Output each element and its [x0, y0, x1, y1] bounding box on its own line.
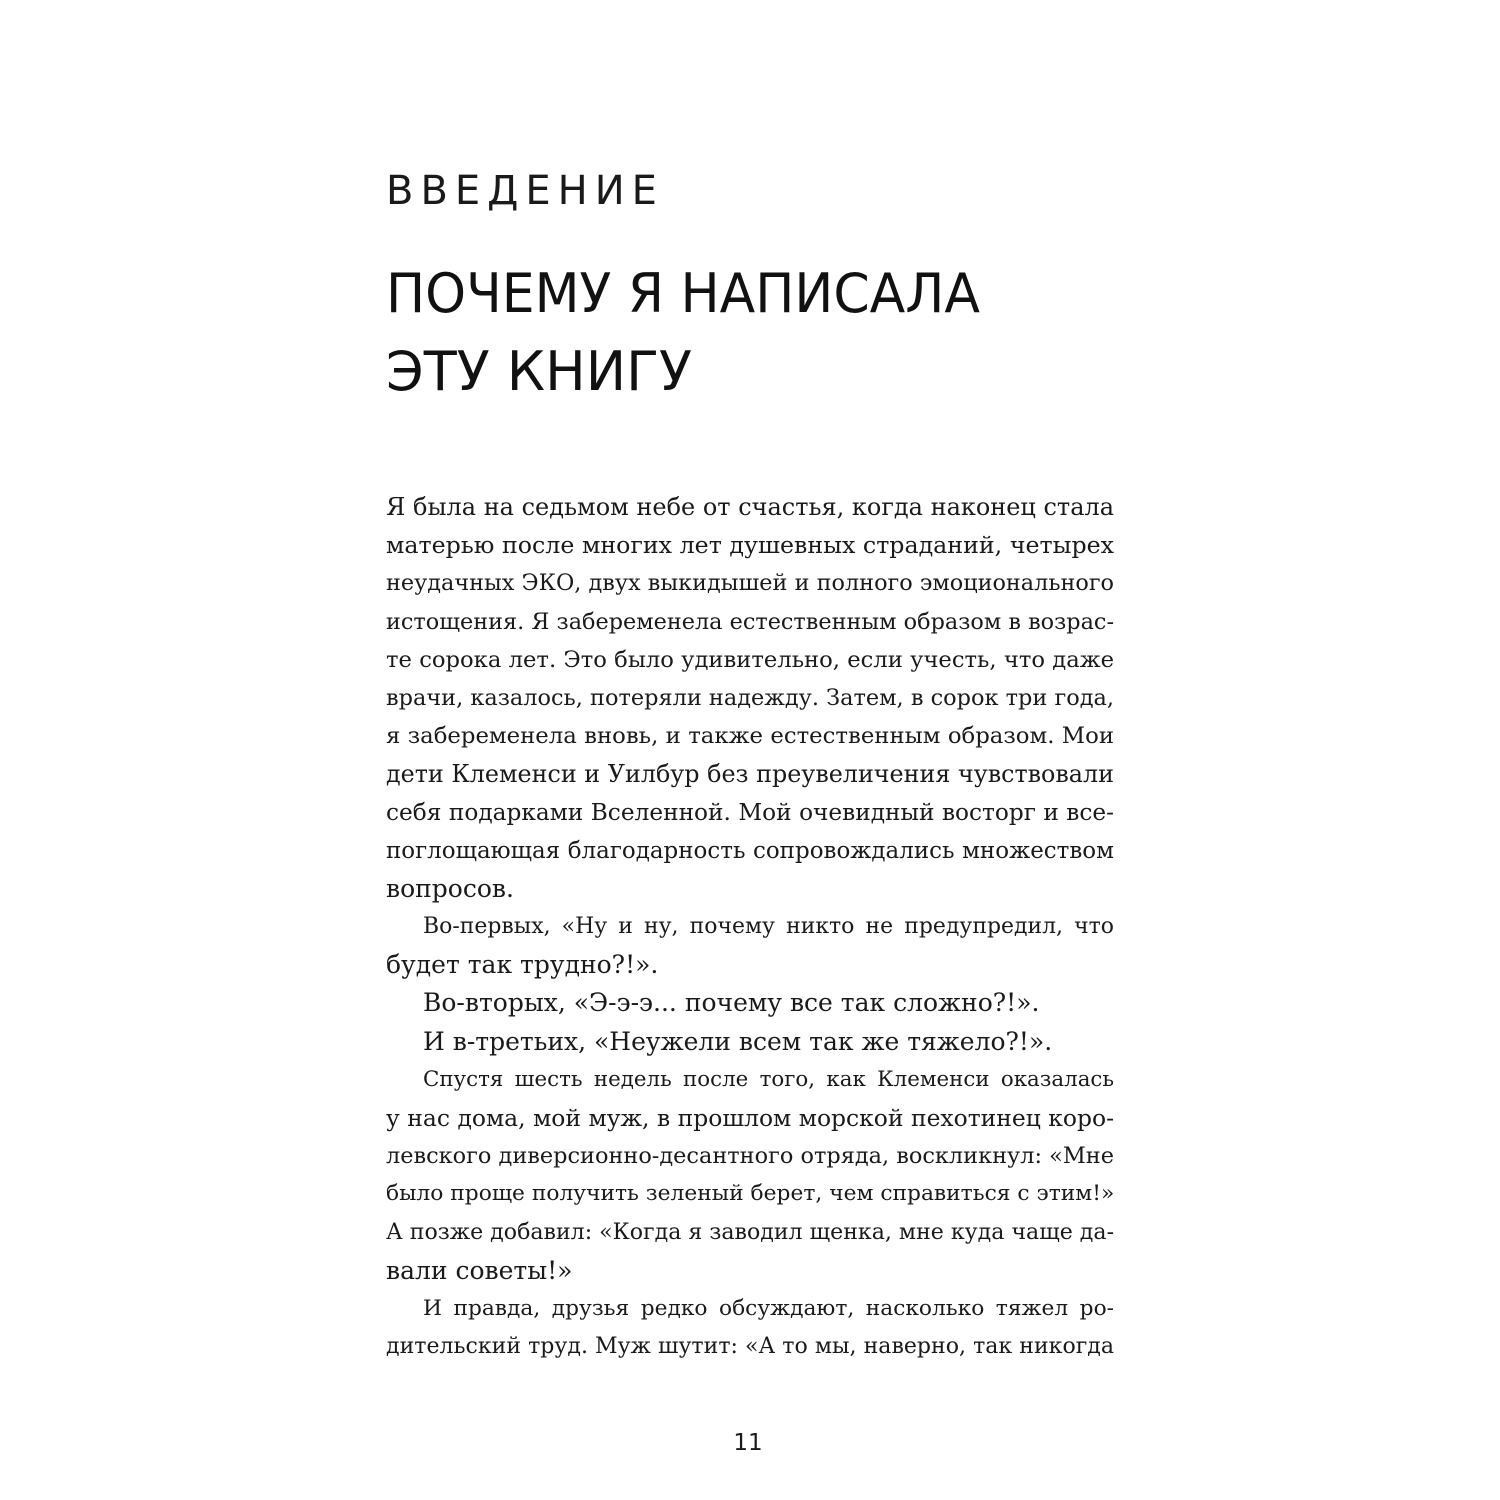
body-line: А позже добавил: «Когда я заводил щенка, мне куда чаще да- — [386, 1219, 1115, 1245]
body-line: Спустя шесть недель после того, как Клеменси оказалась — [423, 1066, 1114, 1092]
chapter-title — [386, 255, 1106, 411]
body-line: вопросов. — [386, 873, 514, 903]
chapter-title-line: ЭТУ КНИГУ — [386, 340, 692, 403]
body-line: врачи, казалось, потеряли надежду. Затем, в сорок три года, — [386, 684, 1114, 711]
body-line: поглощающая благодарность сопровождались множеством — [386, 837, 1114, 864]
page-number — [0, 1430, 1500, 1456]
body-line: И в-третьих, «Неужели всем так же тяжело?!». — [423, 1026, 1053, 1056]
body-line: левского диверсионно-десантного отряда, воскликнул: «Мне — [386, 1143, 1114, 1170]
body-line: И правда, друзья редко обсуждают, насколько тяжел ро- — [423, 1295, 1114, 1321]
body-line: неудачных ЭКО, двух выкидышей и полного эмоционального — [386, 570, 1114, 597]
body-line: было проще получить зеленый берет, чем справиться с этим!» — [386, 1181, 1115, 1207]
body-line: я забеременела вновь, и также естественным образом. Мои — [386, 723, 1114, 750]
body-line: Во-вторых, «Э-э-э... почему все так сложно?!». — [423, 988, 1040, 1018]
body-line: будет так трудно?!». — [386, 950, 659, 980]
body-line: себя подарками Вселенной. Мой очевидный восторг и все- — [386, 798, 1114, 826]
body-line: истощения. Я забеременела естественным образом в возрас- — [386, 608, 1114, 635]
body-line: дительский труд. Муж шутит: «А то мы, наверно, так никогда — [386, 1334, 1114, 1360]
body-line: Во-первых, «Ну и ну, почему никто не предупредил, что — [423, 914, 1114, 940]
body-line: вали советы!» — [386, 1255, 573, 1285]
body-line: те сорока лет. Это было удивительно, если учесть, что даже — [386, 646, 1114, 673]
chapter-title-line: ПОЧЕМУ Я НАПИСАЛА — [386, 262, 980, 325]
body-line: матерью после многих лет душевных страданий, четырех — [386, 531, 1114, 560]
page-number-value: 11 — [733, 1430, 763, 1456]
body-line: у нас дома, мой муж, в прошлом морской пехотинец коро- — [386, 1104, 1114, 1132]
body-text — [386, 488, 1114, 1366]
section-label: ВВЕДЕНИЕ — [386, 168, 664, 214]
body-line: Я была на седьмом небе от счастья, когда наконец стала — [386, 493, 1114, 521]
body-line: дети Клеменси и Уилбур без преувеличения чувствовали — [386, 760, 1114, 789]
